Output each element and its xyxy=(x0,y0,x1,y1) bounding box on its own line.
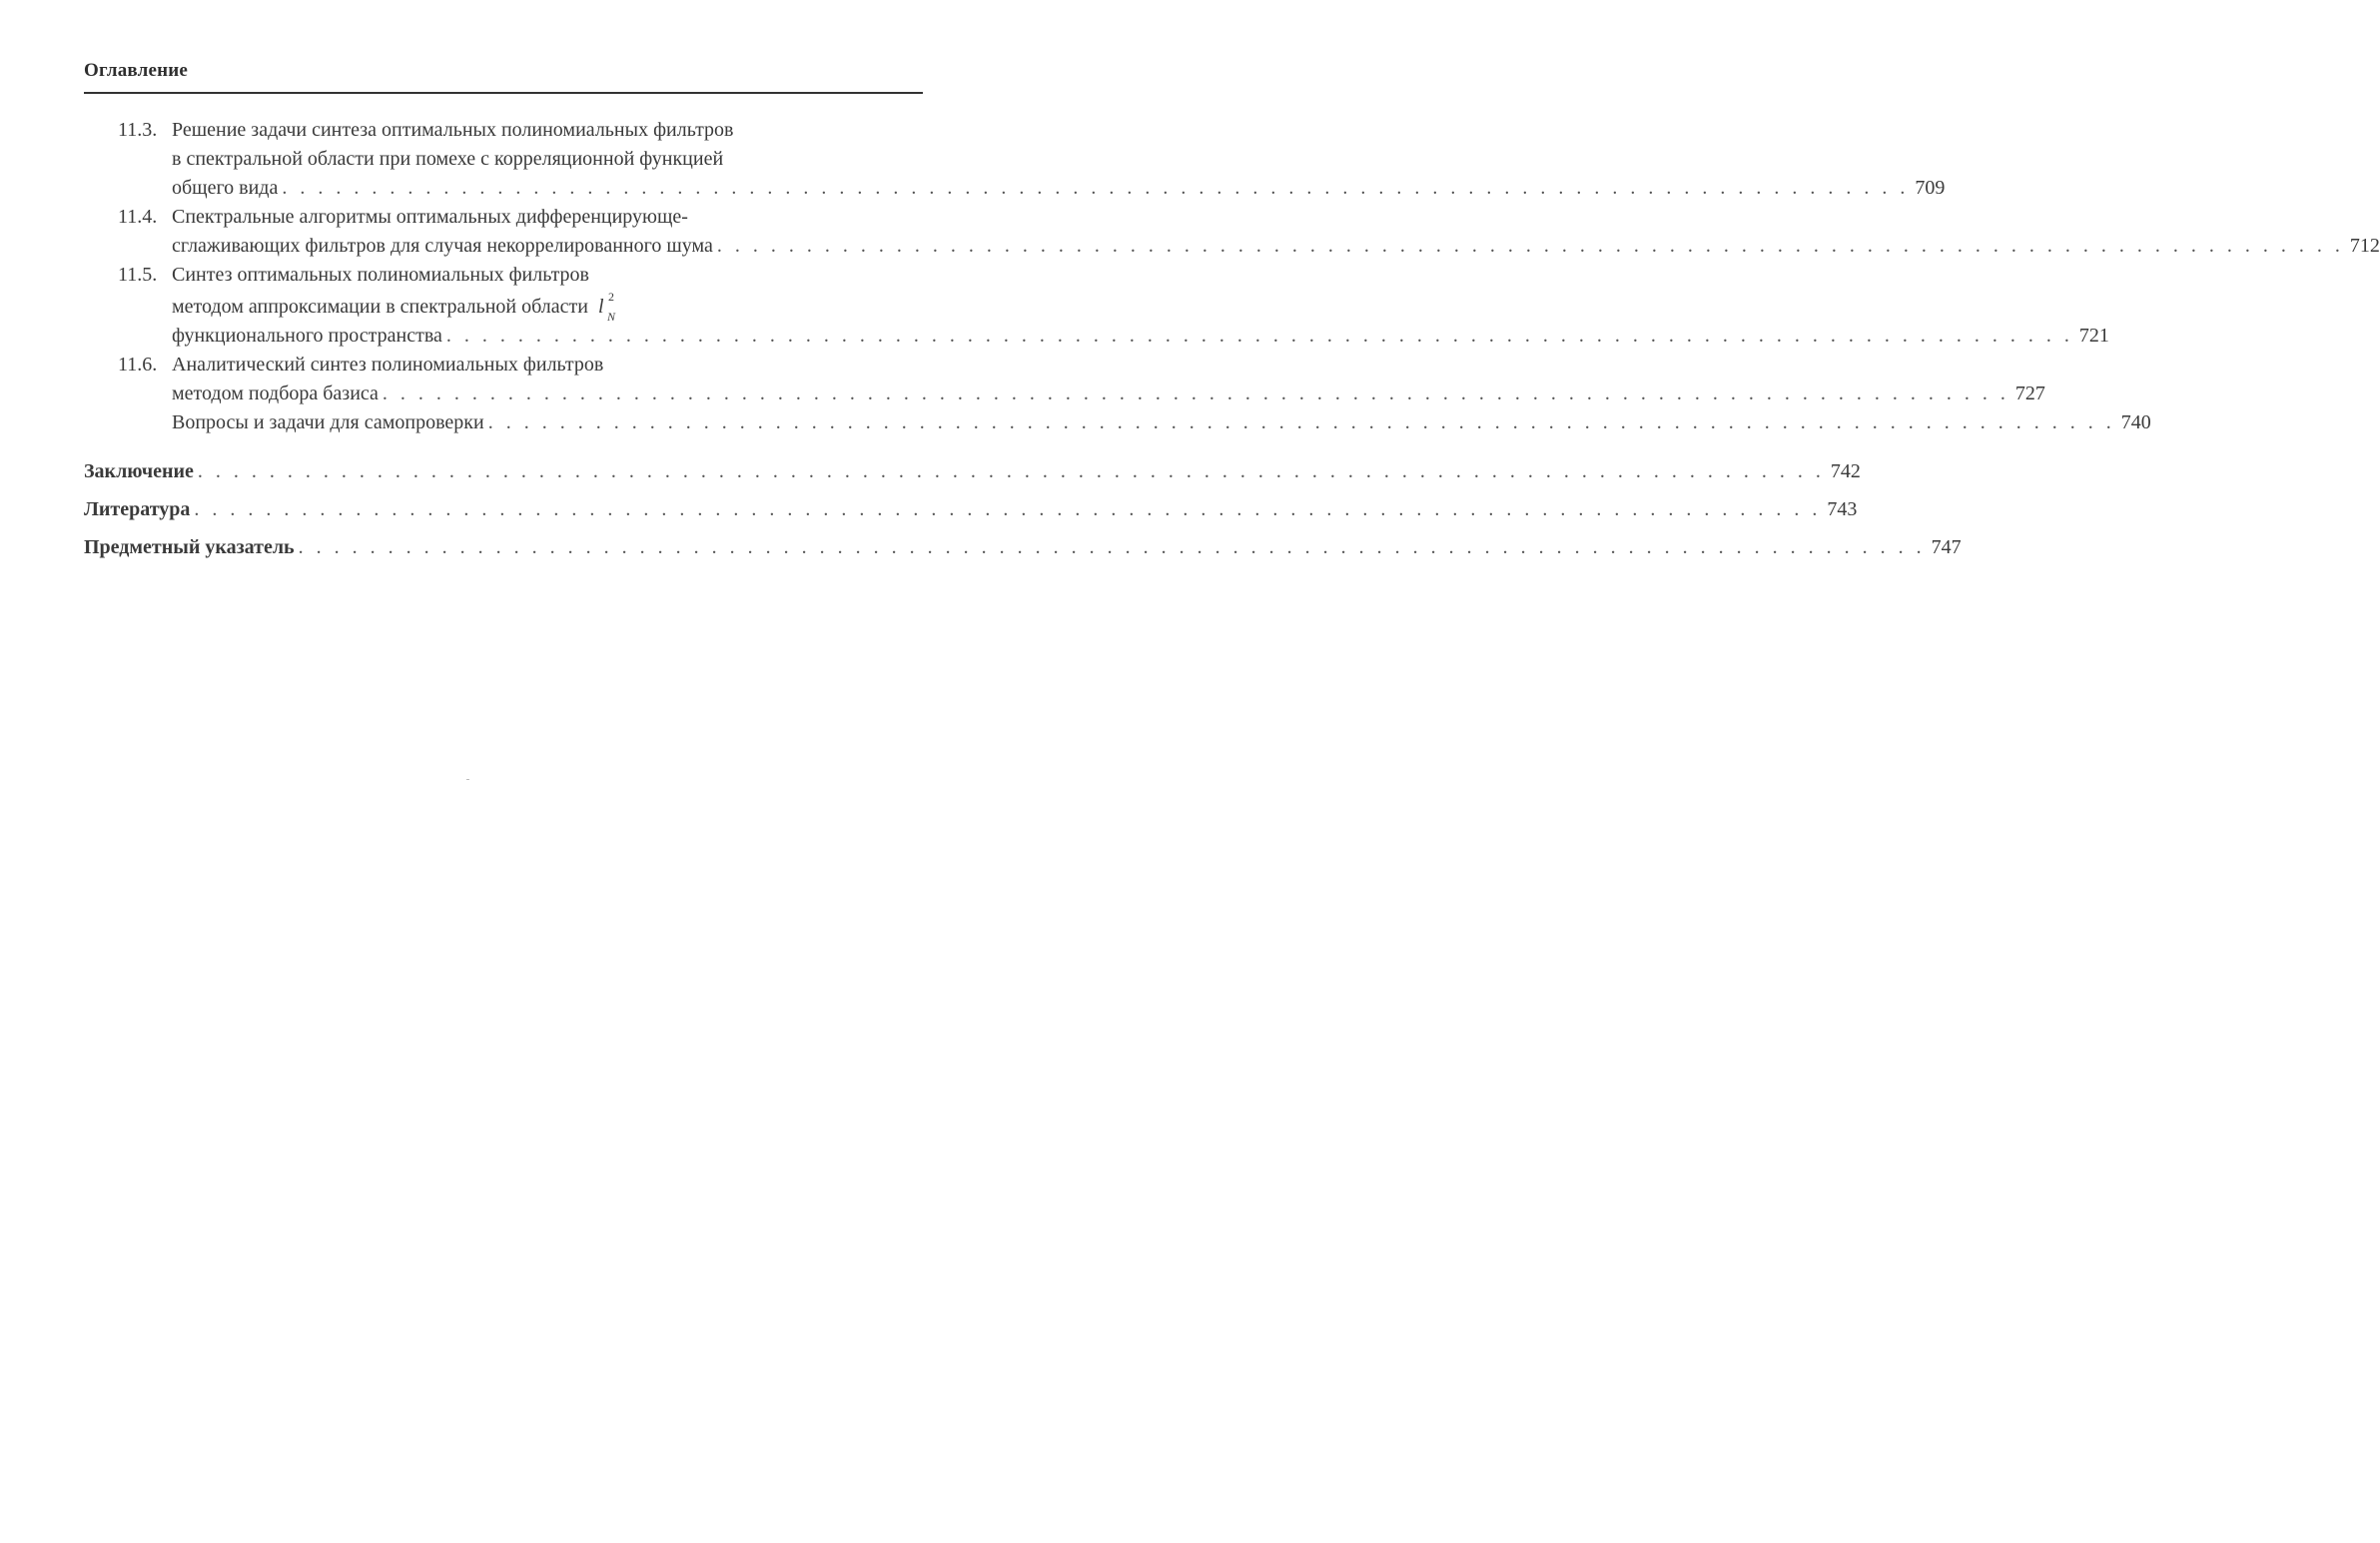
page-number: 727 xyxy=(2014,383,2045,404)
math-base: l xyxy=(597,296,604,318)
dot-leader: . . . . . . . . . . . . . . . . . . . . . . . . . . . . . . . . . . . . . . . . . . . . . . . . . . . . . . . . . . . . . . . . . . . . . . . . . . . . . . . . . . . . . . . . . . . xyxy=(487,411,2115,433)
section-title-line: в спектральной области при помехе с корреляционной функцией xyxy=(172,148,724,170)
toc-entry-conclusion[interactable] xyxy=(84,457,1861,495)
page-number: 747 xyxy=(1931,536,1962,558)
spacer xyxy=(84,437,923,457)
section-title-line-with-math xyxy=(172,290,615,324)
scan-speck xyxy=(466,779,469,780)
leader-line xyxy=(172,232,2380,261)
page-number: 709 xyxy=(1915,177,1946,199)
toc-entry-11-3[interactable] xyxy=(84,116,1946,203)
leader-line xyxy=(84,457,1861,486)
leader-line xyxy=(172,174,1946,203)
math-subscript: N xyxy=(606,310,615,324)
section-title-line: методом подбора базиса xyxy=(172,383,379,404)
leader-line xyxy=(172,408,2151,437)
questions-label: Вопросы и задачи для самопроверки xyxy=(172,411,484,433)
dot-leader: . . . . . . . . . . . . . . . . . . . . . . . . . . . . . . . . . . . . . . . . . . . . . . . . . . . . . . . . . . . . . . . . . . . . . . . . . . . . . . . . . . . . . . . . . . . xyxy=(445,325,2073,347)
section-title-line: функционального пространства xyxy=(172,325,442,347)
dot-leader: . . . . . . . . . . . . . . . . . . . . . . . . . . . . . . . . . . . . . . . . . . . . . . . . . . . . . . . . . . . . . . . . . . . . . . . . . . . . . . . . . . . . . . . . . . . xyxy=(282,177,1910,199)
section-title-line: Спектральные алгоритмы оптимальных дифференцирующе- xyxy=(172,206,688,228)
leader-line xyxy=(84,533,1962,562)
leader-line xyxy=(84,495,1858,524)
section-title-line: сглаживающих фильтров для случая некоррелированного шума xyxy=(172,235,713,257)
page-number: 721 xyxy=(2078,325,2109,347)
toc-line xyxy=(84,351,923,380)
dot-leader: . . . . . . . . . . . . . . . . . . . . . . . . . . . . . . . . . . . . . . . . . . . . . . . . . . . . . . . . . . . . . . . . . . . . . . . . . . . . . . . . . . . . . . . . . . . xyxy=(716,235,2344,257)
toc-line xyxy=(84,380,2045,408)
toc-line xyxy=(84,322,2109,351)
leader-line xyxy=(172,380,2045,408)
toc-line xyxy=(84,145,923,174)
section-title-text: методом аппроксимации в спектральной области xyxy=(172,296,588,318)
section-number: 11.3. xyxy=(118,119,158,141)
chapter-title: Литература xyxy=(84,498,191,520)
math-superscript: 2 xyxy=(607,290,614,304)
toc-entry-11-5[interactable] xyxy=(84,261,2109,351)
dot-leader: . . . . . . . . . . . . . . . . . . . . . . . . . . . . . . . . . . . . . . . . . . . . . . . . . . . . . . . . . . . . . . . . . . . . . . . . . . . . . . . . . . . . . . . . . . . xyxy=(197,460,1825,482)
page-number: 743 xyxy=(1827,498,1858,520)
section-number: 11.5. xyxy=(118,264,158,286)
chapter-title: Предметный указатель xyxy=(84,536,295,558)
section-title-line: Решение задачи синтеза оптимальных полиномиальных фильтров xyxy=(172,119,734,141)
page-number: 742 xyxy=(1830,460,1861,482)
section-number: 11.6. xyxy=(118,354,158,376)
section-title-line: Аналитический синтез полиномиальных фильтров xyxy=(172,354,604,376)
toc-entry-11-6[interactable] xyxy=(84,351,2045,408)
toc-entry-subject-index[interactable] xyxy=(84,533,1962,571)
toc-entry-questions[interactable] xyxy=(84,408,2151,437)
leader-line xyxy=(172,322,2109,351)
toc-line xyxy=(84,261,923,290)
section-number: 11.4. xyxy=(118,206,158,228)
section-title-line: общего вида xyxy=(172,177,279,199)
toc-line xyxy=(84,174,1946,203)
running-header-title: Оглавление xyxy=(84,60,189,81)
toc-line xyxy=(84,232,2380,261)
dot-leader: . . . . . . . . . . . . . . . . . . . . . . . . . . . . . . . . . . . . . . . . . . . . . . . . . . . . . . . . . . . . . . . . . . . . . . . . . . . . . . . . . . . . . . . . . . . xyxy=(298,536,1926,558)
dot-leader: . . . . . . . . . . . . . . . . . . . . . . . . . . . . . . . . . . . . . . . . . . . . . . . . . . . . . . . . . . . . . . . . . . . . . . . . . . . . . . . . . . . . . . . . . . . xyxy=(194,498,1822,520)
running-header xyxy=(84,58,923,94)
table-of-contents xyxy=(84,116,2380,571)
math-symbol-l-n-squared xyxy=(597,290,615,324)
dot-leader: . . . . . . . . . . . . . . . . . . . . . . . . . . . . . . . . . . . . . . . . . . . . . . . . . . . . . . . . . . . . . . . . . . . . . . . . . . . . . . . . . . . . . . . . . . . xyxy=(382,383,2009,404)
toc-entry-11-4[interactable] xyxy=(84,203,2380,261)
chapter-title: Заключение xyxy=(84,460,194,482)
section-title-line: Синтез оптимальных полиномиальных фильтров xyxy=(172,264,589,286)
toc-line xyxy=(84,116,923,145)
page-number: 712 xyxy=(2349,235,2380,257)
toc-line xyxy=(84,290,923,325)
toc-line xyxy=(84,203,923,232)
toc-entry-literature[interactable] xyxy=(84,495,1858,533)
page-number: 740 xyxy=(2120,411,2151,433)
toc-line xyxy=(84,408,2151,437)
